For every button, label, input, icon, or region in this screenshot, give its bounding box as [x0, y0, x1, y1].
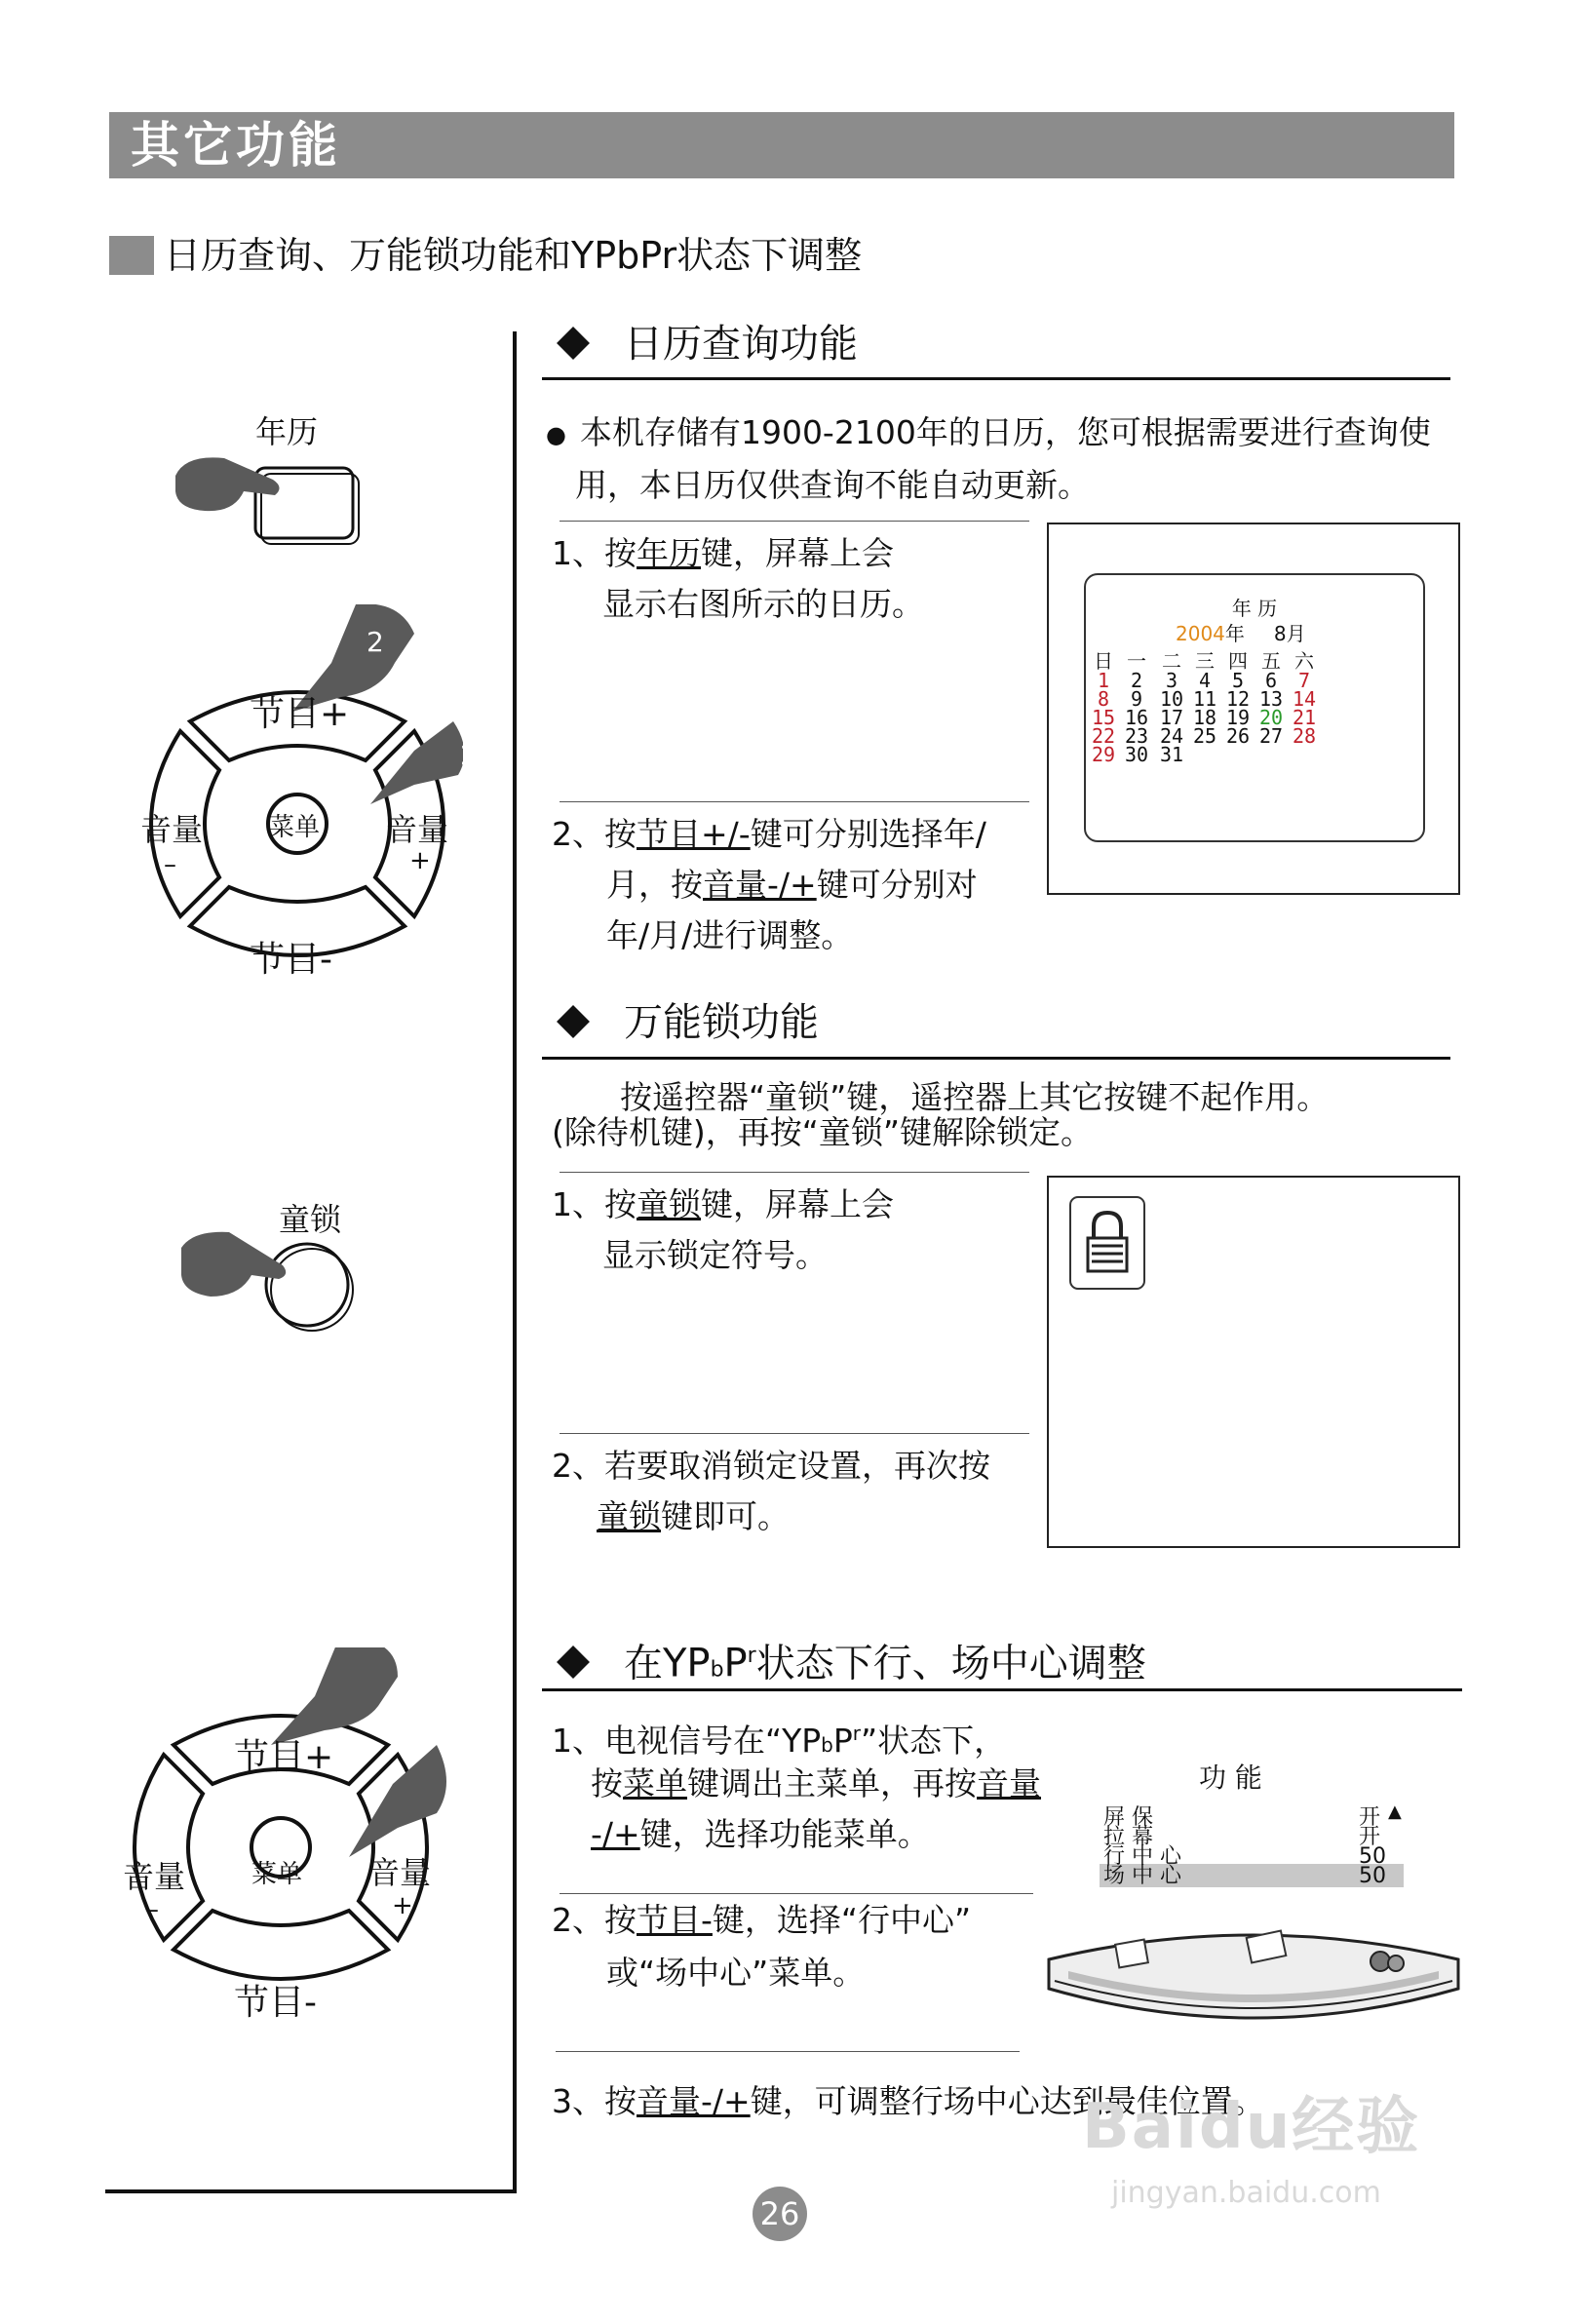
column-divider	[513, 331, 517, 2193]
step-badge: 2	[460, 739, 478, 771]
calendar-section-heading	[552, 318, 858, 370]
prog-plus-label: 节目+	[250, 694, 350, 734]
key-ref: -/+	[591, 1815, 640, 1853]
calendar-day: 4	[1198, 669, 1212, 692]
func-menu-item-value: 50	[1359, 1844, 1386, 1869]
vol-plus-sign: +	[409, 846, 431, 875]
calendar-month: 8月	[1273, 622, 1306, 645]
ypbpr-step2-line2: 或“场中心”菜单。	[606, 1954, 866, 1992]
step-divider	[560, 1172, 1029, 1173]
func-menu-item-label: 拉 幕	[1103, 1825, 1153, 1849]
calendar-day: 28	[1292, 724, 1317, 748]
calendar-day: 27	[1258, 724, 1284, 748]
ypbpr-step2: 2、按节目-键，选择“行中心”	[552, 1901, 972, 1939]
prog-minus-label: 节目-	[250, 940, 332, 980]
step-divider	[560, 801, 1029, 802]
calendar-weekday: 六	[1294, 649, 1314, 673]
vol-plus-label: 音量	[386, 811, 449, 848]
calendar-key-label: 年历	[255, 413, 319, 450]
lock-key-label: 童锁	[279, 1201, 342, 1238]
osd-bar-illustration	[1039, 1920, 1468, 2037]
lock-step2-line2: 童锁键即可。	[597, 1497, 790, 1535]
calendar-day: 13	[1258, 687, 1284, 711]
func-menu-item-value: 开	[1359, 1825, 1381, 1849]
calendar-step2-line3: 年/月/进行调整。	[606, 916, 854, 954]
calendar-weekday: 日	[1094, 649, 1113, 673]
watermark-brand: Baidu经验	[1082, 2091, 1421, 2163]
calendar-day: 15	[1091, 706, 1116, 729]
calendar-day: 3	[1165, 669, 1178, 692]
calendar-intro-line1: 本机存储有1900-2100年的日历，您可根据需要进行查询使	[579, 413, 1431, 451]
calendar-day: 9	[1130, 687, 1143, 711]
vol-minus-label-2: 音量	[123, 1858, 186, 1895]
key-ref: 童锁	[597, 1497, 661, 1535]
calendar-day: 5	[1231, 669, 1245, 692]
diamond-bullet-icon	[557, 1005, 590, 1038]
step-divider	[560, 1433, 1029, 1434]
lock-section-heading	[552, 996, 819, 1049]
calendar-year-month: 2004年 8月	[1176, 622, 1306, 645]
calendar-day: 11	[1192, 687, 1217, 711]
vol-minus-label: 音量	[140, 811, 204, 848]
prog-minus-button	[174, 1911, 388, 1979]
calendar-day: 24	[1159, 724, 1184, 748]
lock-intro-line2: (除待机键)，再按“童锁”键解除锁定。	[552, 1113, 1093, 1151]
calendar-day: 12	[1225, 687, 1251, 711]
calendar-day: 19	[1225, 706, 1251, 729]
subheading: 日历查询、万能锁功能和YPbPr状态下调整	[164, 234, 863, 277]
section-rule	[542, 1688, 1462, 1691]
prog-plus-label-2: 节目+	[234, 1737, 334, 1777]
ypbpr-step1-line1: 1、电视信号在“YPbP$^r$”状态下，	[552, 1722, 1007, 1760]
calendar-weekday: 一	[1127, 649, 1146, 673]
menu-label-2: 菜单	[251, 1860, 303, 1889]
func-menu-item-label: 场 中 心	[1103, 1864, 1181, 1888]
key-ref: 节目+/-	[637, 815, 751, 853]
page-title: 其它功能	[131, 117, 341, 174]
lock-intro-line1: 按遥控器“童锁”键，遥控器上其它按键不起作用。	[620, 1078, 1330, 1116]
calendar-day: 30	[1124, 743, 1149, 766]
menu-label: 菜单	[269, 813, 321, 842]
key-ref: 菜单	[623, 1764, 687, 1802]
speaker-icon	[1371, 1952, 1390, 1971]
lock-screen-panel	[1047, 1176, 1460, 1548]
section-rule	[542, 377, 1450, 380]
calendar-year: 2004	[1176, 622, 1225, 645]
lock-section-title: 万能锁功能	[624, 1000, 819, 1045]
calendar-step1-line2: 显示右图所示的日历。	[602, 585, 924, 623]
key-ref: 节目-	[637, 1901, 713, 1939]
subheading-marker	[109, 236, 154, 275]
vol-minus-sign: –	[164, 850, 176, 879]
ypbpr-step1-line2: 按菜单键调出主菜单，再按音量	[591, 1764, 1041, 1802]
key-ref: 年历	[637, 534, 701, 572]
calendar-day: 23	[1124, 724, 1149, 748]
calendar-intro	[546, 407, 1431, 460]
func-menu-title: 功 能	[1199, 1762, 1262, 1794]
calendar-day: 14	[1292, 687, 1317, 711]
vol-plus-label-2: 音量	[368, 1854, 432, 1891]
padlock-icon	[1068, 1195, 1148, 1293]
calendar-day: 10	[1159, 687, 1184, 711]
calendar-weekday: 四	[1228, 649, 1248, 673]
vol-minus-button	[135, 1755, 203, 1940]
scroll-up-icon: ▲	[1388, 1801, 1402, 1822]
func-menu-item-label: 屏 保	[1103, 1805, 1153, 1830]
step-divider	[560, 1893, 1033, 1894]
bullet-icon: ●	[546, 420, 566, 448]
calendar-screen-panel	[1047, 523, 1460, 895]
ypbpr-step1-line3: -/+键，选择功能菜单。	[591, 1815, 930, 1853]
ypbpr-section-heading: 在YPbP$^r$状态下行、场中心调整	[552, 1630, 1146, 1696]
page-number: 26	[753, 2187, 807, 2241]
func-menu-item-value: 开	[1359, 1805, 1381, 1830]
tv-icon	[1115, 1940, 1148, 1968]
vol-minus-sign-2: –	[146, 1895, 159, 1924]
lock-step2-line1: 2、若要取消锁定设置，再次按	[552, 1447, 990, 1485]
diamond-bullet-icon	[557, 327, 590, 360]
calendar-intro-line2: 用，本日历仅供查询不能自动更新。	[575, 466, 1090, 504]
lock-step1: 1、按童锁键，屏幕上会	[552, 1185, 894, 1223]
section-rule	[542, 1057, 1450, 1060]
calendar-step2-line2: 月，按音量-/+键可分别对	[606, 866, 978, 904]
key-ref: 音量-/+	[703, 866, 817, 904]
calendar-day: 1	[1097, 669, 1110, 692]
func-menu-item-label: 行 中 心	[1103, 1844, 1181, 1869]
key-ref: 童锁	[637, 1185, 701, 1223]
calendar-title: 年 历	[1231, 597, 1278, 620]
calendar-weekday: 二	[1162, 649, 1181, 673]
prog-minus-label-2: 节目-	[234, 1983, 317, 2023]
calendar-day: 8	[1097, 687, 1110, 711]
calendar-weekday: 三	[1195, 649, 1215, 673]
calendar-weekday: 五	[1261, 649, 1281, 673]
calendar-day: 7	[1297, 669, 1311, 692]
calendar-day: 22	[1091, 724, 1116, 748]
calendar-day: 29	[1091, 743, 1116, 766]
bottom-rule	[105, 2189, 517, 2193]
calendar-day: 25	[1192, 724, 1217, 748]
calendar-day: 16	[1124, 706, 1149, 729]
calendar-step2: 2、按节目+/-键可分别选择年/	[552, 815, 986, 853]
calendar-day: 26	[1225, 724, 1251, 748]
watermark-url: jingyan.baidu.com	[1111, 2176, 1381, 2210]
key-ref: 音量-/+	[637, 2082, 751, 2120]
calendar-day: 2	[1130, 669, 1143, 692]
calendar-day: 21	[1292, 706, 1317, 729]
calendar-day: 20	[1258, 706, 1284, 729]
calendar-osd	[1084, 573, 1425, 842]
calendar-step1: 1、按年历键，屏幕上会	[552, 534, 894, 572]
calendar-day: 6	[1264, 669, 1278, 692]
func-menu-item-value: 50	[1359, 1864, 1386, 1888]
ypbpr-step3: 3、按音量-/+键，可调整行场中心达到最佳位置。	[552, 2082, 1265, 2120]
step-divider	[560, 521, 1029, 522]
lock-step1-line2: 显示锁定符号。	[602, 1236, 828, 1274]
calendar-day: 31	[1159, 743, 1184, 766]
key-ref: 音量	[977, 1764, 1041, 1802]
vol-plus-sign-2: +	[392, 1891, 413, 1920]
step-divider	[556, 2051, 1020, 2052]
step-badge: 2	[367, 626, 384, 658]
calendar-day: 17	[1159, 706, 1184, 729]
calendar-day: 18	[1192, 706, 1217, 729]
diamond-bullet-icon	[557, 1646, 590, 1679]
calendar-section-title: 日历查询功能	[624, 322, 858, 367]
calendar-key-illustration	[166, 437, 370, 554]
lock-key-illustration	[175, 1219, 370, 1345]
